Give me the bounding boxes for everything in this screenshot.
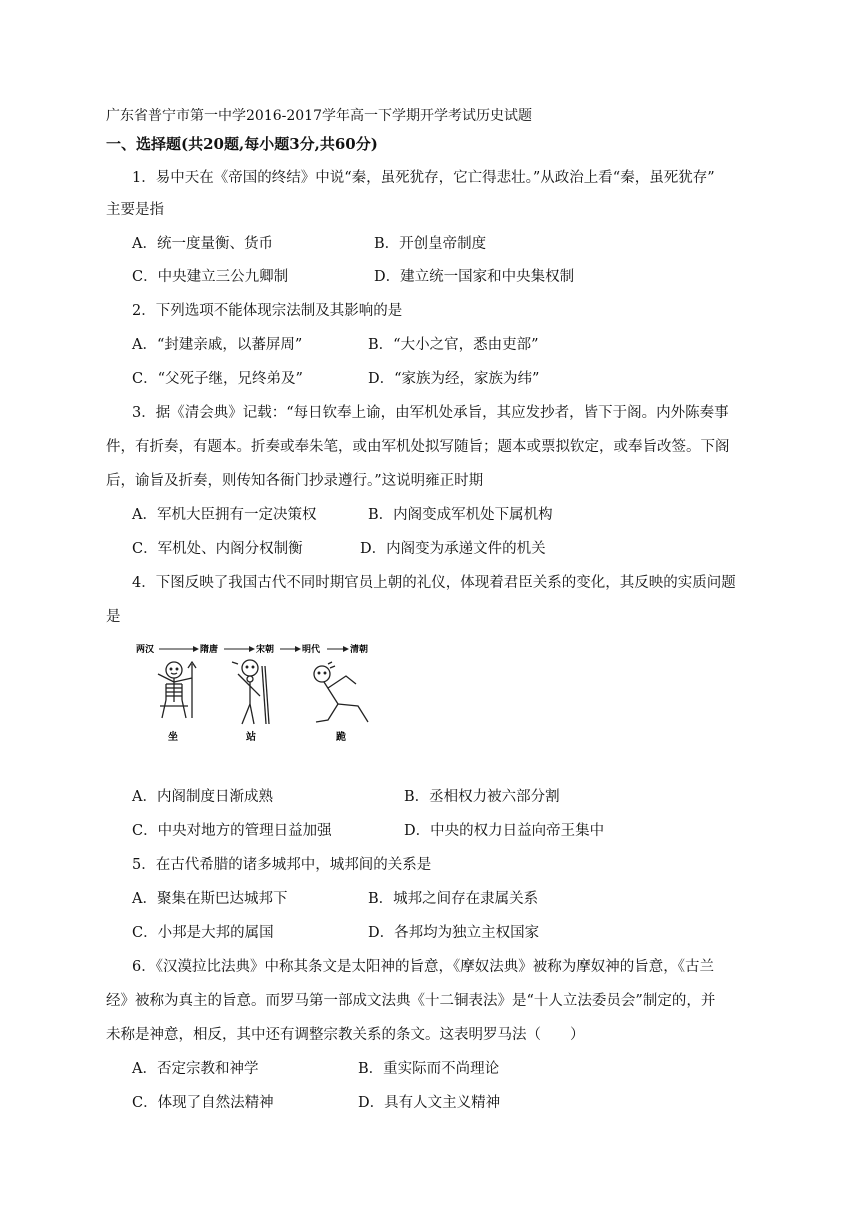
page-title: 广东省普宁市第一中学2016-2017学年高一下学期开学考试历史试题 <box>106 108 532 124</box>
option-a: A．否定宗教和神学 <box>132 1061 259 1077</box>
question-stem-line: 1．易中天在《帝国的终结》中说“秦，虽死犹存，它亡得悲壮。”从政治上看“秦，虽死犹存” <box>132 170 715 186</box>
posture-label: 跪 <box>336 732 346 743</box>
option-d: D．内阁变为承递文件的机关 <box>360 541 546 557</box>
question-stem-line: 3．据《清会典》记载：“每日钦奉上谕，由军机处承旨，其应发抄者，皆下于阁。内外陈奏事 <box>132 405 729 421</box>
option-d: D．中央的权力日益向帝王集中 <box>404 823 605 839</box>
question-stem-line: 后，谕旨及折奏，则传知各衙门抄录遵行。”这说明雍正时期 <box>106 473 484 489</box>
court-etiquette-figure <box>132 640 380 744</box>
posture-label: 坐 <box>168 732 178 743</box>
option-a: A．“封建亲戚，以蕃屏周” <box>132 337 303 353</box>
option-b: B．丞相权力被六部分割 <box>404 789 560 805</box>
posture-label: 站 <box>246 732 256 743</box>
period-label: 明代 <box>302 645 321 655</box>
question-stem-line: 主要是指 <box>106 202 164 218</box>
option-c: C．中央对地方的管理日益加强 <box>132 823 332 839</box>
period-label: 宋朝 <box>256 645 275 655</box>
option-c: C．中央建立三公九卿制 <box>132 269 289 285</box>
option-a: A．聚集在斯巴达城邦下 <box>132 891 288 907</box>
question-stem-line: 5．在古代希腊的诸多城邦中，城邦间的关系是 <box>132 857 432 873</box>
option-c: C．小邦是大邦的属国 <box>132 925 274 941</box>
option-c: C．体现了自然法精神 <box>132 1095 274 1111</box>
option-b: B．内阁变成军机处下属机构 <box>368 507 553 523</box>
question-stem-line: 件，有折奏，有题本。折奏或奉朱笔，或由军机处拟写随旨；题本或票拟钦定，或奉旨改签。下阁 <box>106 439 730 455</box>
section-heading: 一、选择题(共20题,每小题3分,共60分) <box>106 135 378 153</box>
kneeling-official-figure <box>314 662 368 722</box>
option-d: D．“家族为经，家族为纬” <box>368 371 540 387</box>
option-a: A．统一度量衡、货币 <box>132 236 273 252</box>
question-stem-line: 未称是神意，相反，其中还有调整宗教关系的条文。这表明罗马法（ ） <box>106 1027 585 1043</box>
option-b: B．城邦之间存在隶属关系 <box>368 891 539 907</box>
question-stem-line: 经》被称为真主的旨意。而罗马第一部成文法典《十二铜表法》是“十人立法委员会”制定的，并 <box>106 993 716 1009</box>
question-stem-line: 6．《汉漠拉比法典》中称其条文是太阳神的旨意，《摩奴法典》被称为摩奴神的旨意，《古兰 <box>132 959 714 975</box>
period-label: 两汉 <box>136 645 155 655</box>
question-stem-line: 2．下列选项不能体现宗法制及其影响的是 <box>132 303 403 319</box>
option-b: B．重实际而不尚理论 <box>358 1061 500 1077</box>
option-d: D．各邦均为独立主权国家 <box>368 925 540 941</box>
period-label: 清朝 <box>350 645 369 655</box>
standing-official-figure <box>232 660 269 724</box>
option-d: D．建立统一国家和中央集权制 <box>374 269 575 285</box>
option-c: C．军机处、内阁分权制衡 <box>132 541 303 557</box>
question-stem-line: 4．下图反映了我国古代不同时期官员上朝的礼仪，体现着君臣关系的变化，其反映的实质问题 <box>132 575 736 591</box>
option-a: A．内阁制度日渐成熟 <box>132 789 273 805</box>
seated-official-figure <box>158 662 196 718</box>
option-c: C．“父死子继，兄终弟及” <box>132 371 303 387</box>
period-label: 隋唐 <box>200 645 219 655</box>
option-a: A．军机大臣拥有一定决策权 <box>132 507 317 523</box>
option-b: B．“大小之官，悉由吏部” <box>368 337 539 353</box>
question-stem-line: 是 <box>106 609 121 625</box>
option-b: B．开创皇帝制度 <box>374 236 487 252</box>
option-d: D．具有人文主义精神 <box>358 1095 501 1111</box>
